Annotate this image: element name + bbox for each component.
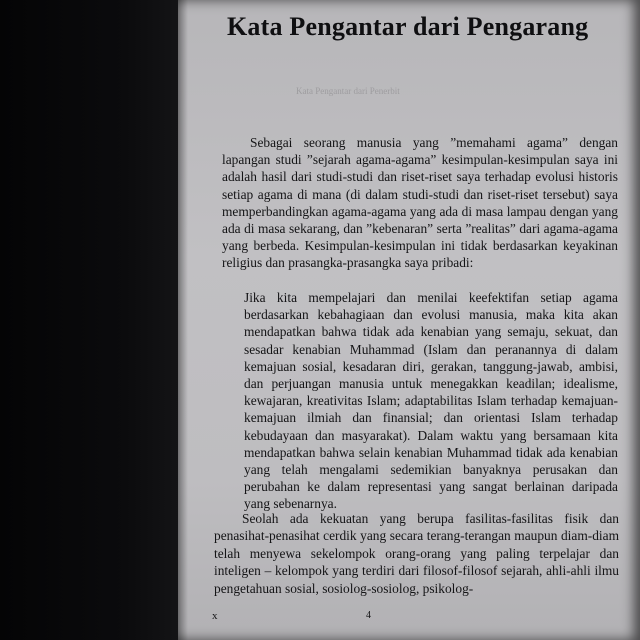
book-page	[178, 0, 640, 640]
body-paragraph: Seolah ada kekuatan yang berupa fasilitas-fasilitas fisik dan penasihat-penasihat cerdik yang secara terang-terangan maupun diam-diam telah menyewa sekelompok orang-orang yang paling terpelajar dan inteligen – kelompok yang terdiri dari filosof-filosof sejarah, ahli-ahli ilmu pengetahuan sosial, sosiolog-sosiolog, psikolog-	[214, 511, 619, 596]
dark-background	[0, 0, 180, 640]
show-through-text: Kata Pengantar dari Penerbit	[296, 86, 400, 96]
intro-paragraph: Sebagai seorang manusia yang ”memahami agama” dengan lapangan studi ”sejarah agama-agama” kesimpulan-kesimpulan saya ini adalah hasil dari studi-studi dan riset-riset saya terhadap evolusi historis setiap agama di mana (di dalam studi-studi dan riset-riset tersebut) saya memperbandingkan agama-agama yang ada di masa lampau dengan yang ada di masa sekarang, dan ”kebenaran” serta ”realitas” dari agama-agama yang berbeda. Kesimpulan-kesimpulan ini tidak berdasarkan keyakinan religius dan prasangka-prasangka saya pribadi:	[222, 135, 618, 271]
block-quote: Jika kita mempelajari dan menilai keefektifan setiap agama berdasarkan kebahagiaan dan evolusi manusia, maka kita akan mendapatkan bahwa tidak ada kenabian yang semaju, sekuat, dan sesadar kenabian Muhammad (Islam dan peranannya di dalam kemajuan sosial, kesadaran diri, gerakan, tanggung-jawab, ambisi, dan perjuangan manusia untuk menegakkan keadilan; idealisme, kewajaran, kreativitas Islam; adaptabilitas Islam terhadap kemajuan-kemajuan ilmiah dan finansial; dan orientasi Islam terhadap kebudayaan dan masyarakat). Dalam waktu yang bersamaan kita mendapatkan bahwa selain kenabian Muhammad tidak ada kenabian yang telah mengalami sedemikian banyaknya perusakan dan perubahan ke dalam representasi yang sangat berlainan daripada yang sebenarnya.	[244, 290, 618, 512]
page-number: 4	[366, 610, 371, 621]
page-title: Kata Pengantar dari Pengarang	[227, 12, 589, 41]
roman-folio: x	[212, 610, 218, 622]
